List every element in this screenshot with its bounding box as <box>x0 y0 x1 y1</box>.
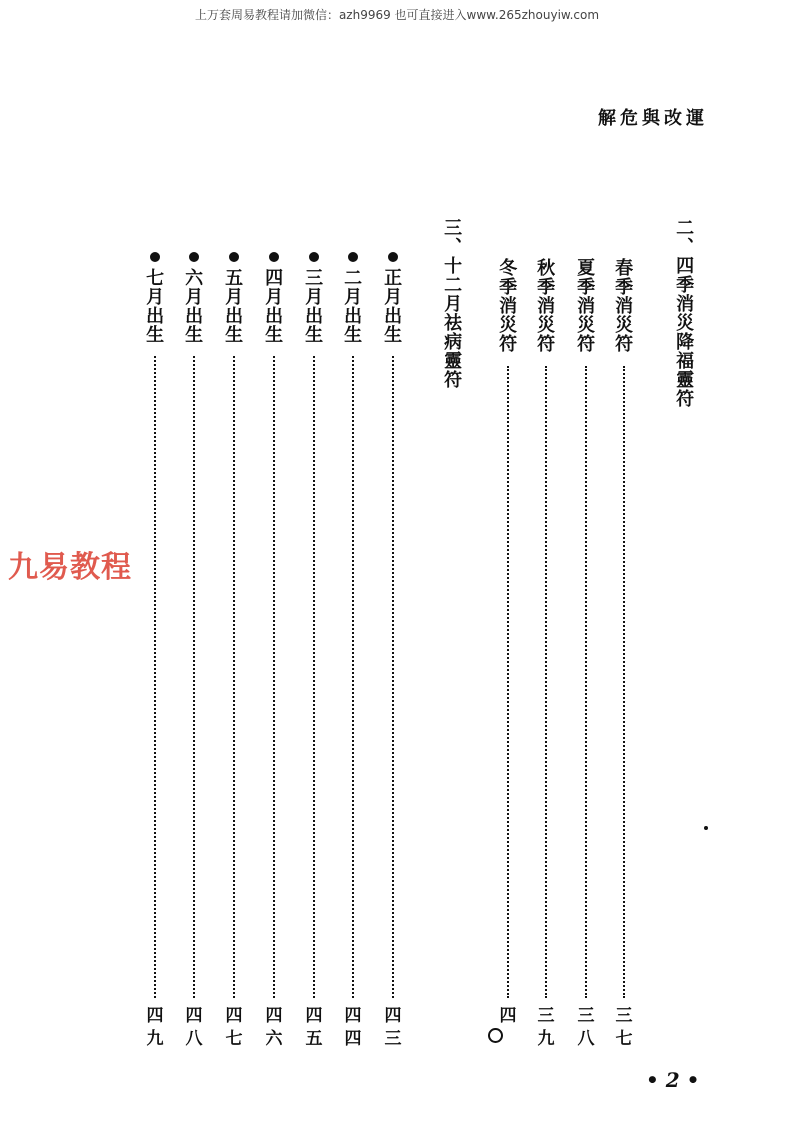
toc-page-number: 四 <box>488 1005 528 1043</box>
toc-page-number: 四 四 <box>344 1006 362 1049</box>
toc-page-number: 四 六 <box>265 1006 283 1049</box>
page-number: • 2 • <box>646 1068 700 1092</box>
toc-entry-month-2[interactable] <box>341 252 365 349</box>
toc-page-number: 四 三 <box>384 1006 402 1049</box>
dotted-leader <box>545 366 547 998</box>
toc-entry-label: 夏季消災符 <box>574 258 596 353</box>
toc-page-number: 四 九 <box>146 1006 164 1049</box>
toc-entry-summer[interactable] <box>574 258 598 358</box>
toc-page-number: 四 五 <box>305 1006 323 1049</box>
stray-dot <box>704 826 708 830</box>
dotted-leader <box>313 356 315 998</box>
toc-entry-label: 春季消災符 <box>612 258 634 353</box>
bullet-icon <box>229 252 239 262</box>
dotted-leader <box>507 366 509 998</box>
toc-entry-month-3[interactable] <box>302 252 326 349</box>
zero-glyph <box>488 1028 503 1043</box>
toc-entry-label: 四月出生 <box>262 268 284 344</box>
toc-entry-autumn[interactable] <box>534 258 558 358</box>
toc-entry-month-6[interactable] <box>182 252 206 349</box>
toc-page-number: 三 九 <box>537 1006 555 1049</box>
watermark-text: 上万套周易教程请加微信：azh9969 也可直接进入www.265zhouyiw.com <box>194 8 600 22</box>
toc-page-number: 三 七 <box>615 1006 633 1049</box>
toc-entry-month-7[interactable] <box>143 252 167 349</box>
bullet-icon <box>150 252 160 262</box>
running-title: 解危與改運 <box>598 108 708 129</box>
section-2-heading <box>673 218 697 413</box>
toc-entry-label: 秋季消災符 <box>534 258 556 353</box>
toc-entry-label: 二月出生 <box>341 268 363 344</box>
toc-entry-label: 三月出生 <box>302 268 324 344</box>
toc-entry-label: 七月出生 <box>143 268 165 344</box>
section-3-heading <box>441 218 465 394</box>
toc-entry-label: 正月出生 <box>381 268 403 344</box>
toc-entry-spring[interactable] <box>612 258 636 358</box>
toc-page-number: 三 八 <box>577 1006 595 1049</box>
dotted-leader <box>273 356 275 998</box>
toc-entry-month-5[interactable] <box>222 252 246 349</box>
dotted-leader <box>154 356 156 998</box>
bullet-icon <box>309 252 319 262</box>
toc-entry-winter[interactable] <box>496 258 520 358</box>
dotted-leader <box>623 366 625 998</box>
bullet-icon <box>348 252 358 262</box>
toc-entry-month-1[interactable] <box>381 252 405 349</box>
dotted-leader <box>193 356 195 998</box>
toc-entry-label: 六月出生 <box>182 268 204 344</box>
bullet-icon <box>269 252 279 262</box>
dotted-leader <box>352 356 354 998</box>
dotted-leader <box>233 356 235 998</box>
toc-entry-label: 五月出生 <box>222 268 244 344</box>
toc-entry-label: 冬季消災符 <box>496 258 518 353</box>
dotted-leader <box>392 356 394 998</box>
toc-entry-month-4[interactable] <box>262 252 286 349</box>
toc-page-number: 四 八 <box>185 1006 203 1049</box>
side-watermark-logo: 九易教程 <box>8 551 132 584</box>
dotted-leader <box>585 366 587 998</box>
toc-page-number: 四 七 <box>225 1006 243 1049</box>
section-3-heading-text: 三、十二月祛病靈符 <box>441 218 463 389</box>
bullet-icon <box>189 252 199 262</box>
section-2-heading-text: 二、四季消災降福靈符 <box>673 218 695 408</box>
bullet-icon <box>388 252 398 262</box>
